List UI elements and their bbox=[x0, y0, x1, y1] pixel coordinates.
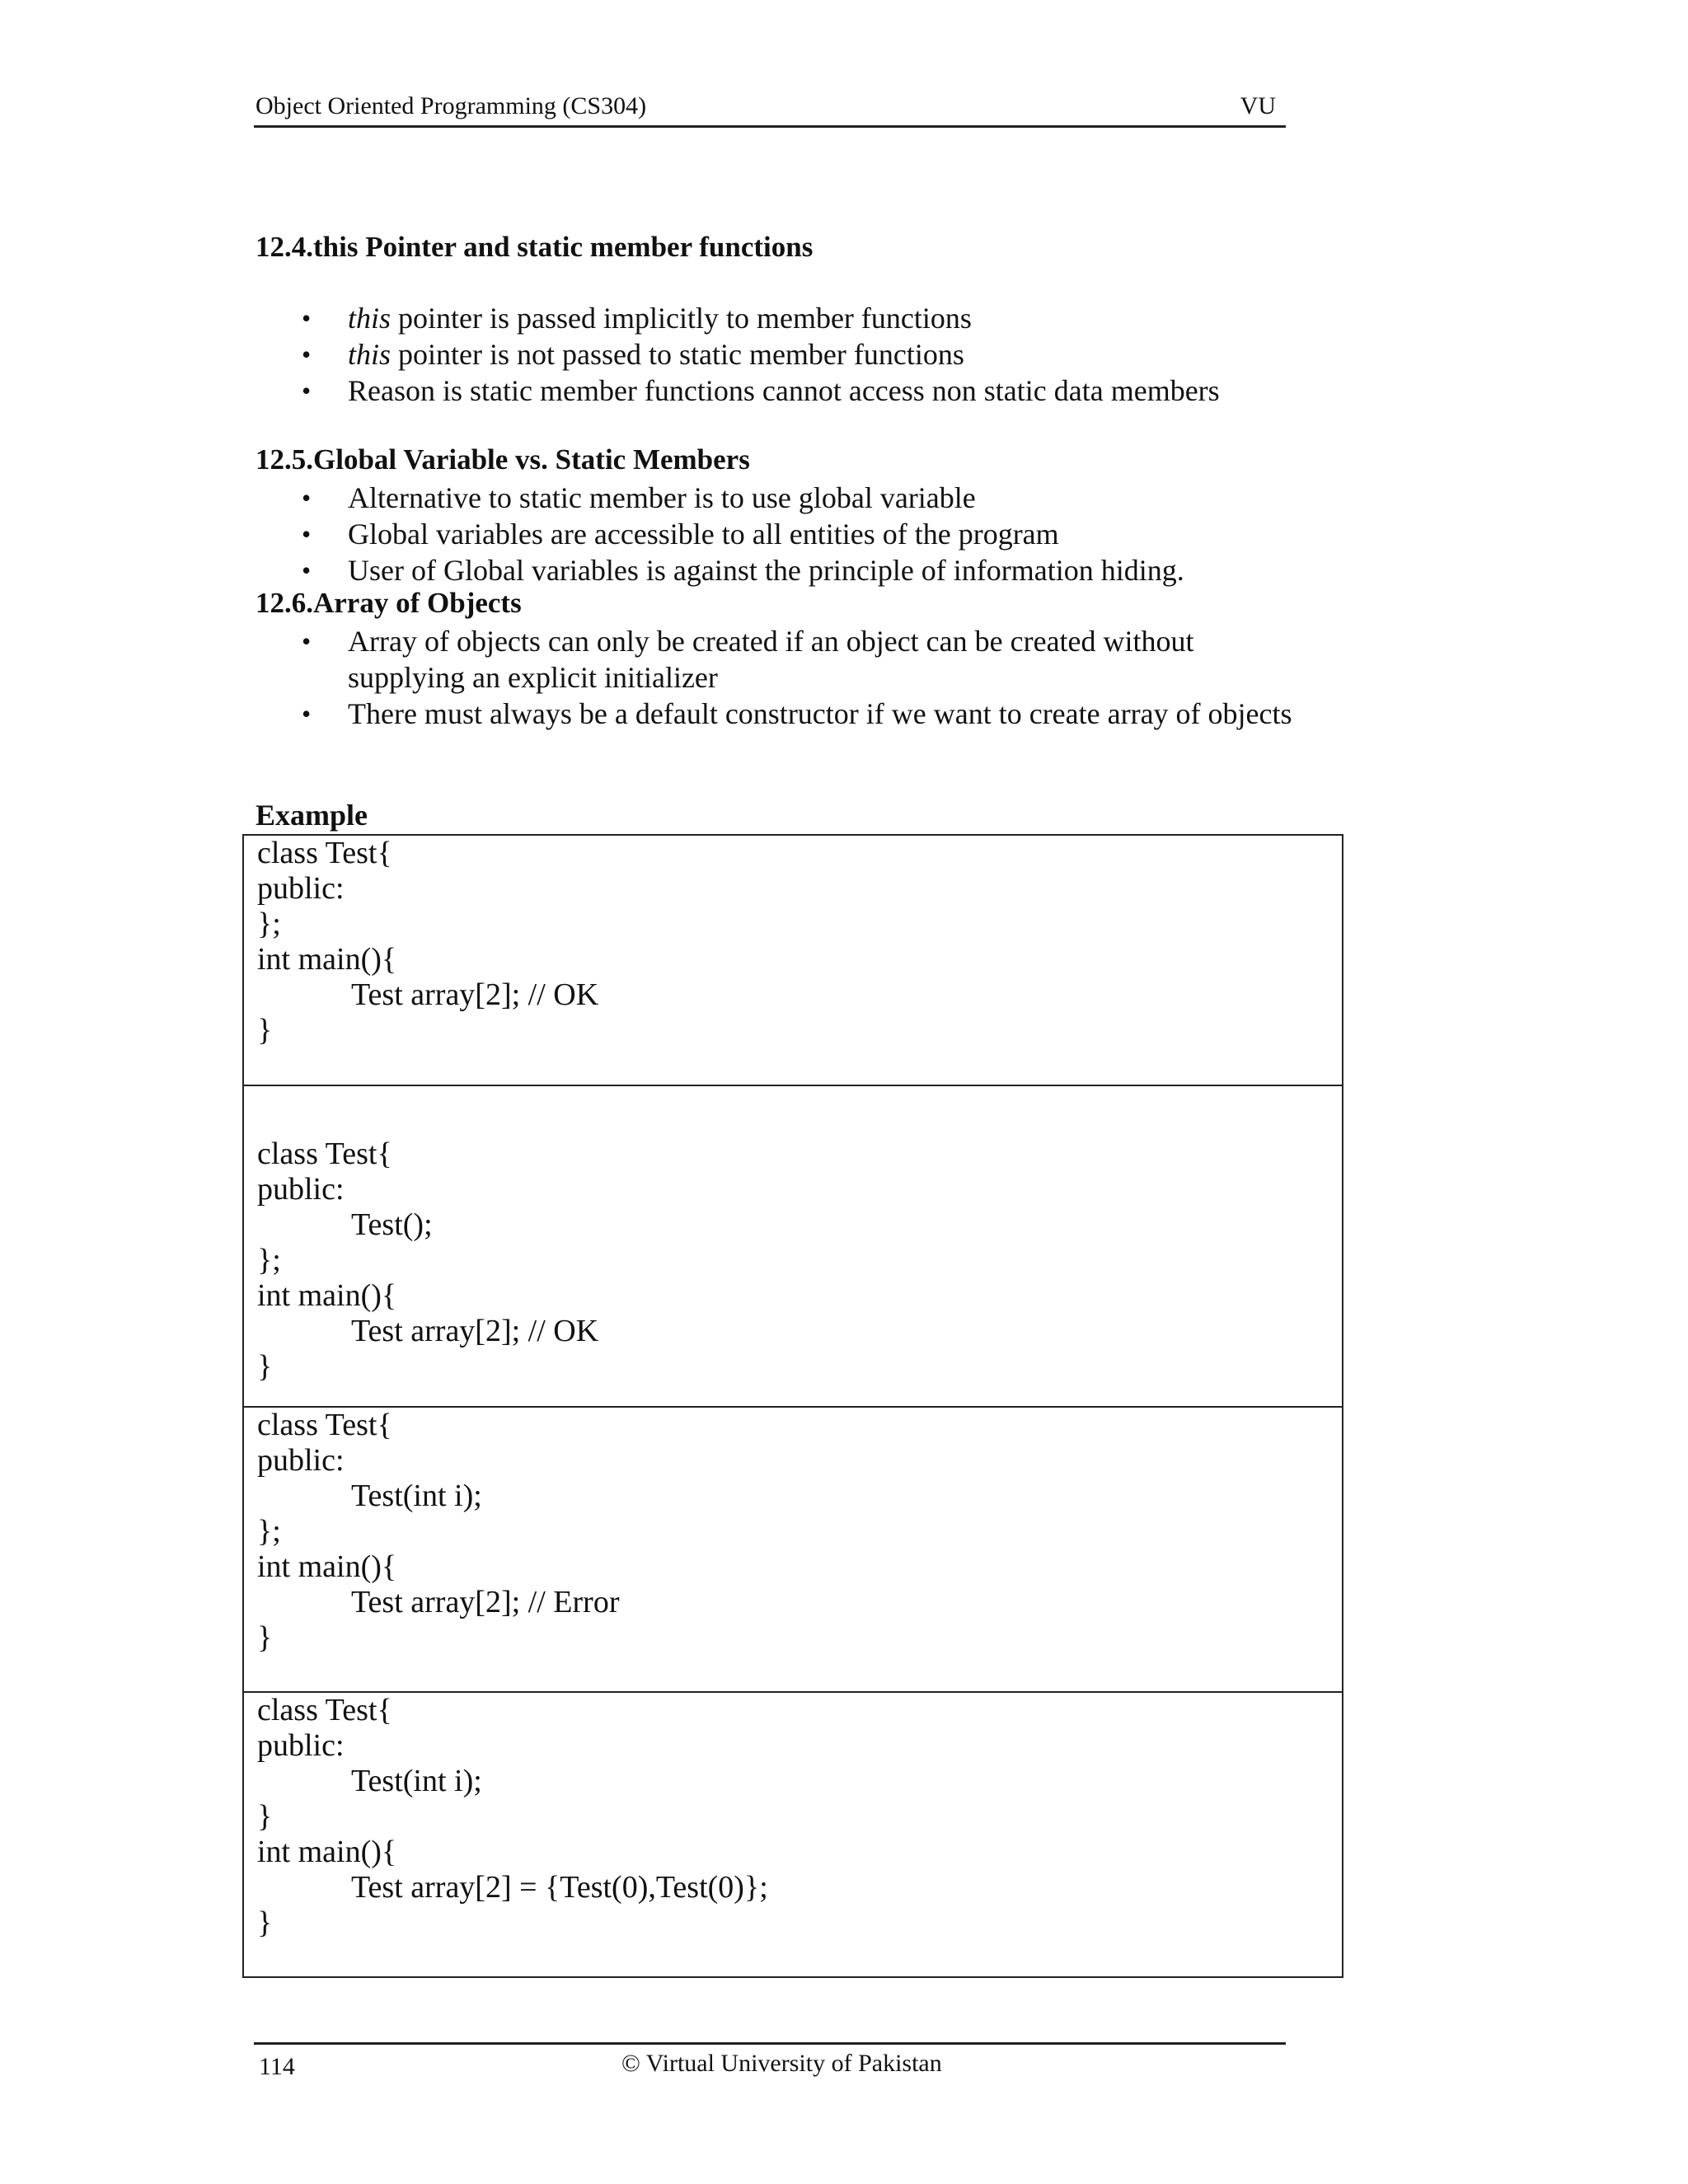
code-line: Test(); bbox=[351, 1207, 433, 1242]
code-line: }; bbox=[257, 907, 281, 941]
code-block bbox=[244, 1406, 1342, 1691]
code-line: public: bbox=[257, 1728, 345, 1763]
code-line: } bbox=[257, 1620, 273, 1655]
code-example-table bbox=[242, 834, 1343, 1978]
code-line: }; bbox=[257, 1243, 281, 1277]
code-line: int main(){ bbox=[257, 1835, 397, 1869]
code-line: Test array[2]; // Error bbox=[351, 1585, 620, 1619]
code-line: }; bbox=[257, 1514, 281, 1549]
code-line: class Test{ bbox=[257, 1408, 392, 1442]
bullet-list bbox=[256, 623, 1327, 732]
header-title: Object Oriented Programming (CS304) bbox=[256, 92, 647, 120]
list-item: • Reason is static member functions cannot access non static data members bbox=[256, 373, 1327, 409]
list-item: • Array of objects can only be created if an object can be created without supplying an explicit initializer bbox=[256, 623, 1296, 696]
code-line: } bbox=[257, 1799, 273, 1834]
section-heading: 12.5.Global Variable vs. Static Members bbox=[256, 443, 750, 476]
code-line: } bbox=[257, 1905, 273, 1940]
bullet-list bbox=[256, 300, 1327, 409]
code-line: public: bbox=[257, 1172, 345, 1207]
code-line: Test(int i); bbox=[351, 1479, 482, 1513]
list-item: • Alternative to static member is to use global variable bbox=[256, 480, 1327, 516]
code-block bbox=[244, 1691, 1342, 1976]
copyright-notice: © Virtual University of Pakistan bbox=[621, 2050, 942, 2077]
code-line: Test array[2]; // OK bbox=[351, 1314, 599, 1348]
page-number: 114 bbox=[259, 2053, 295, 2080]
bullet-list bbox=[256, 480, 1327, 588]
list-item: • User of Global variables is against the principle of information hiding. bbox=[256, 552, 1327, 588]
list-item: • There must always be a default constructor if we want to create array of objects bbox=[256, 696, 1296, 732]
section-heading: 12.6.Array of Objects bbox=[256, 587, 522, 619]
page-footer bbox=[254, 2042, 1286, 2080]
header-vu: VU bbox=[1240, 92, 1276, 120]
code-line: Test(int i); bbox=[351, 1764, 482, 1798]
code-line: } bbox=[257, 1013, 273, 1047]
page-header bbox=[254, 89, 1286, 128]
list-item: • this pointer is passed implicitly to member functions bbox=[256, 300, 1327, 336]
code-line: int main(){ bbox=[257, 1278, 397, 1313]
code-block bbox=[244, 1085, 1342, 1406]
code-line: Test array[2]; // OK bbox=[351, 977, 599, 1012]
code-line: public: bbox=[257, 871, 345, 906]
code-line: public: bbox=[257, 1443, 345, 1478]
code-line: int main(){ bbox=[257, 1549, 397, 1584]
list-item: • Global variables are accessible to all entities of the program bbox=[256, 516, 1327, 552]
example-label: Example bbox=[256, 799, 368, 832]
code-line: class Test{ bbox=[257, 836, 392, 870]
code-block bbox=[244, 836, 1342, 1085]
code-line: } bbox=[257, 1349, 273, 1384]
code-line: class Test{ bbox=[257, 1137, 392, 1171]
section-heading: 12.4.this Pointer and static member functions bbox=[256, 231, 814, 263]
code-line: Test array[2] = {Test(0),Test(0)}; bbox=[351, 1870, 768, 1905]
code-line: int main(){ bbox=[257, 942, 397, 977]
code-line bbox=[257, 1101, 1342, 1137]
list-item: • this pointer is not passed to static member functions bbox=[256, 336, 1327, 373]
code-line: class Test{ bbox=[257, 1693, 392, 1727]
